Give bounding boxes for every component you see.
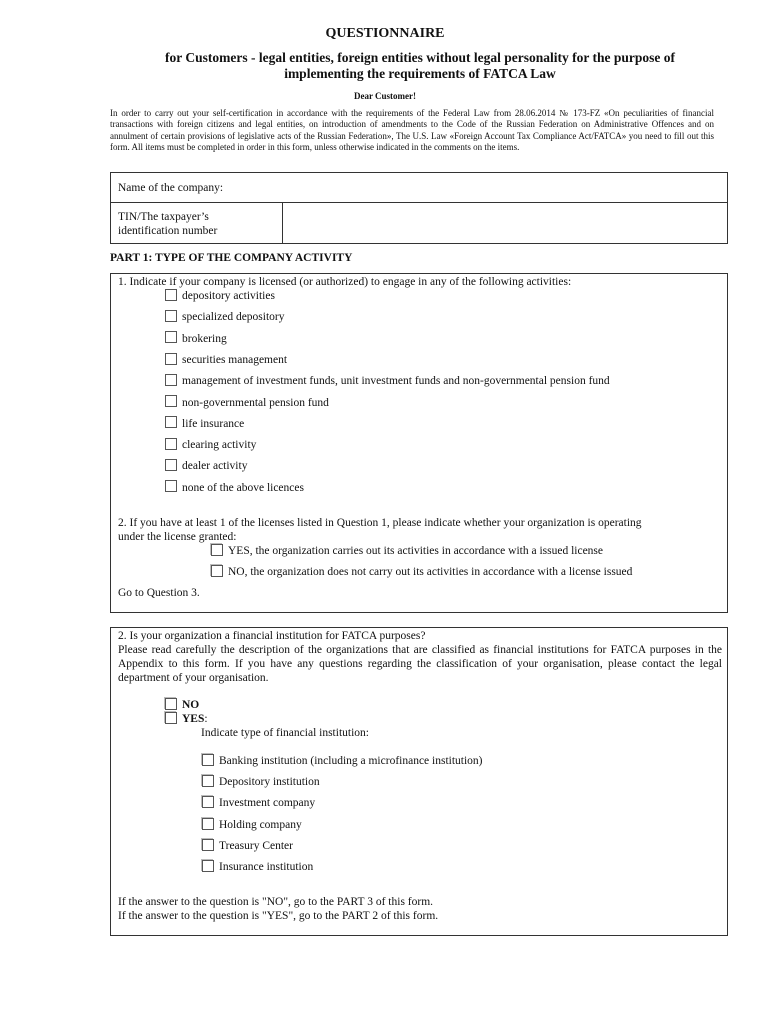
subtitle-line-2: implementing the requirements of FATCA Law: [284, 66, 556, 81]
fi-type-checkbox[interactable]: [202, 796, 214, 808]
company-name-label: Name of the company:: [118, 182, 224, 194]
question-2-line-1: 2. If you have at least 1 of the licenses listed in Question 1, please indicate whether your organization is operating: [118, 517, 642, 529]
license-yes-checkbox[interactable]: [211, 544, 223, 556]
tin-label-line-1: TIN/The taxpayer’s: [118, 211, 209, 223]
fi-type-checkbox[interactable]: [202, 860, 214, 872]
fi-type-checkbox[interactable]: [202, 818, 214, 830]
fi-type-label: Treasury Center: [219, 840, 293, 852]
activity-label: non-governmental pension fund: [182, 397, 329, 409]
fi-yes-label: [182, 712, 208, 726]
fi-no-checkbox[interactable]: [165, 698, 177, 710]
fi-type-label: Insurance institution: [219, 861, 314, 873]
tin-input-cell[interactable]: [283, 203, 727, 244]
activity-checkbox[interactable]: [165, 310, 177, 322]
form-title: QUESTIONNAIRE: [325, 26, 445, 41]
activity-label: specialized depository: [182, 311, 285, 323]
license-no-label: NO, the organization does not carry out its activities in accordance with a license issued: [228, 566, 633, 578]
fi-question-title: 2. Is your organization a financial institution for FATCA purposes?: [118, 630, 426, 642]
part1-box: [110, 273, 728, 613]
goto-question-3: Go to Question 3.: [118, 587, 200, 599]
form-subtitle: [110, 50, 730, 82]
tin-label-line-2: identification number: [118, 225, 218, 237]
fi-type-prompt: Indicate type of financial institution:: [201, 727, 369, 739]
fatca-question-box: [110, 627, 728, 936]
company-info-table: [110, 172, 728, 244]
activity-checkbox[interactable]: [165, 459, 177, 471]
part1-heading: PART 1: TYPE OF THE COMPANY ACTIVITY: [110, 252, 353, 264]
question-1: 1. Indicate if your company is licensed (or authorized) to engage in any of the following activities:: [118, 276, 572, 288]
subtitle-line-1: for Customers - legal entities, foreign entities without legal personality for the purpose of: [165, 50, 675, 65]
fi-type-label: Banking institution (including a microfinance institution): [219, 755, 483, 767]
license-yes-label: YES, the organization carries out its activities in accordance with a issued license: [228, 545, 604, 557]
activity-checkbox[interactable]: [165, 331, 177, 343]
fi-instructions: Please read carefully the description of the organizations that are classified as financial institutions for FATCA purposes in the Appendix to this form. If you have any questions regarding the classification of your organisation, please contact the legal department of your organisation.: [118, 644, 722, 684]
company-name-row[interactable]: [111, 173, 727, 203]
fi-type-checkbox[interactable]: [202, 754, 214, 766]
activity-label: brokering: [182, 333, 227, 345]
activity-label: life insurance: [182, 418, 245, 430]
activity-label: depository activities: [182, 290, 275, 302]
activity-label: clearing activity: [182, 439, 257, 451]
question-2-line-2: under the license granted:: [118, 531, 237, 543]
activity-checkbox[interactable]: [165, 374, 177, 386]
license-no-checkbox[interactable]: [211, 565, 223, 577]
fi-type-label: Depository institution: [219, 776, 320, 788]
fi-yes-text: YES: [182, 713, 205, 725]
tin-label: [118, 210, 217, 238]
fi-type-label: Investment company: [219, 797, 316, 809]
note-yes: If the answer to the question is "YES", go to the PART 2 of this form.: [118, 910, 439, 922]
activity-checkbox[interactable]: [165, 289, 177, 301]
activity-checkbox[interactable]: [165, 438, 177, 450]
activity-label: securities management: [182, 354, 288, 366]
fi-no-label: NO: [182, 699, 200, 711]
note-no: If the answer to the question is "NO", go to the PART 3 of this form.: [118, 896, 434, 908]
activity-checkbox[interactable]: [165, 353, 177, 365]
activity-checkbox[interactable]: [165, 395, 177, 407]
activity-checkbox[interactable]: [165, 480, 177, 492]
fi-yes-colon: :: [204, 713, 208, 725]
greeting: Dear Customer!: [353, 91, 417, 101]
fi-type-label: Holding company: [219, 819, 302, 831]
fi-yes-checkbox[interactable]: [165, 712, 177, 724]
tin-row: [111, 203, 727, 244]
fi-type-checkbox[interactable]: [202, 839, 214, 851]
intro-paragraph: In order to carry out your self-certification in accordance with the requirements of the Federal Law from 28.06.2014 № 173-FZ «On peculiarities of financial transactions with foreign citizens and legal entities, on introduction of amendments to the Code of the Russian Federation on Administrative Offences and on annulment of certain provisions of legislative acts of the Russian Federation», The U.S. Law «Foreign Account Tax Compliance Act/FATCA» you need to fill out this form. All items must be completed in order in this form, unless otherwise indicated in the comments on the items.: [110, 108, 714, 152]
activity-label: dealer activity: [182, 460, 248, 472]
activity-label: none of the above licences: [182, 482, 304, 494]
fi-type-checkbox[interactable]: [202, 775, 214, 787]
activity-checkbox[interactable]: [165, 416, 177, 428]
activity-label: management of investment funds, unit investment funds and non-governmental pension fund: [182, 375, 610, 387]
